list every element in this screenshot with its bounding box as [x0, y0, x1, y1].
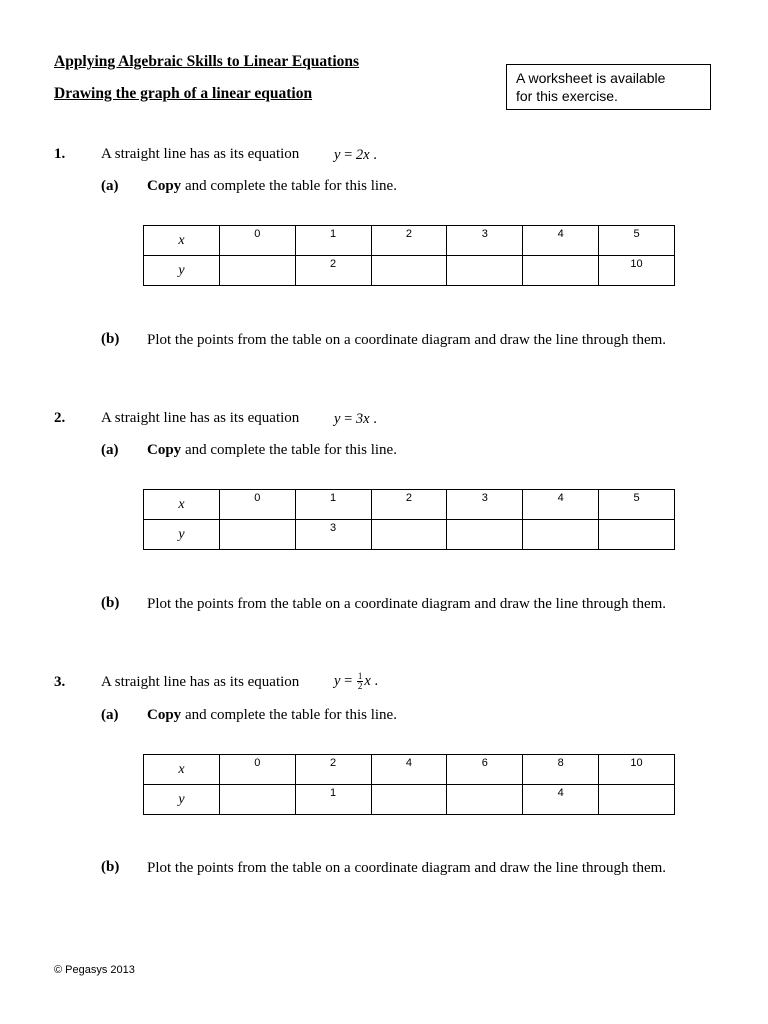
- part-label: (b): [101, 595, 120, 611]
- x-cell: 0: [219, 755, 295, 785]
- part-b-instruction: Plot the points from the table on a coordinate diagram and draw the line through them.: [147, 860, 667, 876]
- y-row: [144, 520, 675, 550]
- y-row: [144, 785, 675, 815]
- x-cell: 2: [295, 755, 371, 785]
- y-cell: [599, 520, 675, 550]
- question-number: 3.: [54, 674, 66, 690]
- x-cell: 4: [371, 755, 447, 785]
- x-cell: 4: [523, 226, 599, 256]
- y-cell: 3: [295, 520, 371, 550]
- y-row: [144, 256, 675, 286]
- x-row: [144, 490, 675, 520]
- part-label: (a): [101, 707, 119, 723]
- x-cell: 2: [371, 226, 447, 256]
- x-cell: 8: [523, 755, 599, 785]
- part-b-instruction: Plot the points from the table on a coordinate diagram and draw the line through them.: [147, 596, 667, 612]
- x-cell: 3: [447, 226, 523, 256]
- x-row: [144, 226, 675, 256]
- question-number: 1.: [54, 146, 66, 162]
- y-label: y: [144, 520, 220, 550]
- part-label: (b): [101, 331, 120, 347]
- y-cell: [447, 256, 523, 286]
- y-cell: [219, 520, 295, 550]
- y-cell: [447, 520, 523, 550]
- x-cell: 3: [447, 490, 523, 520]
- x-cell: 6: [447, 755, 523, 785]
- x-cell: 4: [523, 490, 599, 520]
- x-cell: 2: [371, 490, 447, 520]
- x-cell: 10: [599, 755, 675, 785]
- worksheet-note: [506, 64, 711, 110]
- part-label: (a): [101, 442, 119, 458]
- equation: y = 3x .: [334, 411, 377, 427]
- value-table: [143, 754, 675, 815]
- x-label: x: [144, 226, 220, 256]
- question-number: 2.: [54, 410, 66, 426]
- x-cell: 5: [599, 490, 675, 520]
- x-cell: 5: [599, 226, 675, 256]
- copyright-footer: © Pegasys 2013: [54, 964, 135, 976]
- y-cell: [447, 785, 523, 815]
- worksheet-note-line2: for this exercise.: [516, 88, 618, 104]
- part-a-instruction: Copy and complete the table for this line.: [147, 178, 397, 194]
- part-a-instruction: Copy and complete the table for this line.: [147, 442, 397, 458]
- x-label: x: [144, 490, 220, 520]
- y-cell: 4: [523, 785, 599, 815]
- part-label: (b): [101, 859, 120, 875]
- part-label: (a): [101, 178, 119, 194]
- page-subtitle: Drawing the graph of a linear equation: [54, 85, 313, 102]
- part-b-instruction: Plot the points from the table on a coordinate diagram and draw the line through them.: [147, 332, 667, 348]
- question-intro: A straight line has as its equation: [101, 146, 300, 162]
- fraction: $\frac{1}{2}$: [357, 671, 363, 691]
- x-row: [144, 755, 675, 785]
- y-cell: [599, 785, 675, 815]
- worksheet-note-line1: A worksheet is available: [516, 70, 666, 86]
- y-cell: [219, 256, 295, 286]
- part-a-instruction: Copy and complete the table for this line.: [147, 707, 397, 723]
- equation: y = $\frac{1}{2}$ x .: [334, 671, 379, 691]
- equation: y = 2x .: [334, 147, 377, 163]
- question-intro: A straight line has as its equation: [101, 410, 300, 426]
- value-table: [143, 489, 675, 550]
- x-label: x: [144, 755, 220, 785]
- value-table: [143, 225, 675, 286]
- y-cell: [371, 520, 447, 550]
- x-cell: 1: [295, 226, 371, 256]
- y-cell: 2: [295, 256, 371, 286]
- y-cell: 10: [599, 256, 675, 286]
- x-cell: 0: [219, 226, 295, 256]
- y-cell: [219, 785, 295, 815]
- x-cell: 1: [295, 490, 371, 520]
- y-cell: [523, 520, 599, 550]
- question-intro: A straight line has as its equation: [101, 674, 300, 690]
- x-cell: 0: [219, 490, 295, 520]
- y-cell: 1: [295, 785, 371, 815]
- y-label: y: [144, 256, 220, 286]
- y-cell: [371, 785, 447, 815]
- y-cell: [523, 256, 599, 286]
- page-title: Applying Algebraic Skills to Linear Equations: [54, 53, 360, 70]
- y-label: y: [144, 785, 220, 815]
- y-cell: [371, 256, 447, 286]
